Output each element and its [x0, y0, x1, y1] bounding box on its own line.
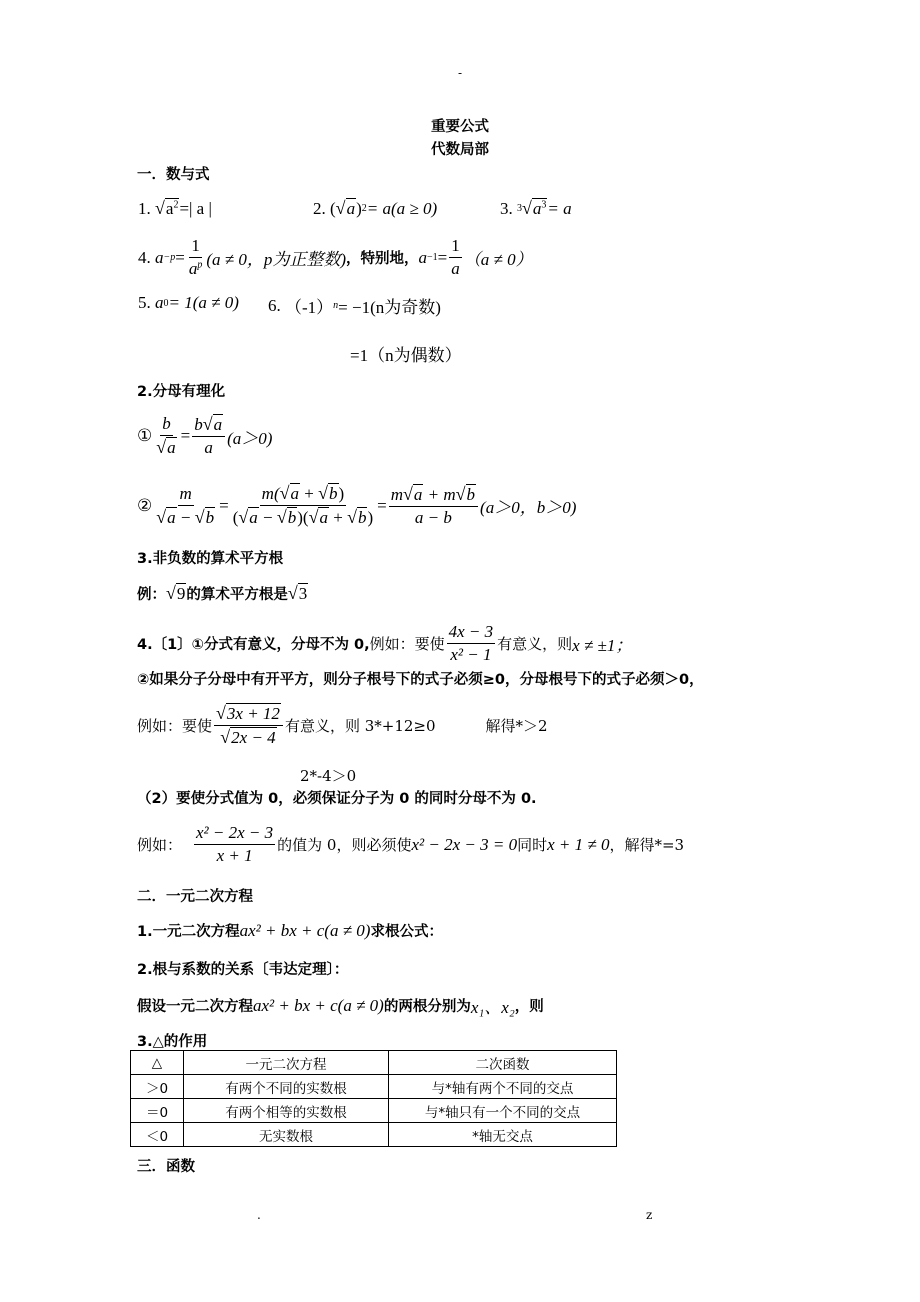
- table-cell: *轴无交点: [389, 1123, 617, 1147]
- text: 有意义，则: [497, 635, 573, 653]
- table-cell: 与*轴只有一个不同的交点: [389, 1099, 617, 1123]
- inequality: 2*-4＞0: [300, 767, 357, 785]
- table-cell: ＝0: [131, 1099, 184, 1123]
- operator: +: [328, 508, 348, 527]
- radicand: a: [532, 199, 542, 218]
- paren: ): [338, 484, 345, 503]
- text: 的值为 0，则必须使: [277, 836, 412, 854]
- vieta-heading: 2.根与系数的关系〔韦达定理〕：: [137, 962, 349, 978]
- table-row: [131, 1099, 617, 1123]
- rhs: = a(a ≥ 0): [366, 198, 438, 218]
- math: x₁、x₂: [470, 998, 515, 1017]
- fraction: m √ a − √ b: [156, 483, 215, 527]
- equals: =: [180, 426, 191, 445]
- numerator: 4x − 3: [447, 622, 496, 644]
- section-heading: 3.非负数的算术平方根: [137, 551, 284, 567]
- table-row: [131, 1123, 617, 1147]
- math: ax² + bx + c(a ≠ 0): [253, 995, 384, 1015]
- factor: b: [194, 415, 203, 434]
- term: + m: [423, 484, 456, 504]
- text: 例如：要使: [137, 717, 213, 735]
- exponent: 3: [541, 199, 547, 211]
- table-cell: ＞0: [131, 1075, 184, 1099]
- discriminant-table: [130, 1050, 617, 1147]
- sqrt-fraction-rule: ②如果分子分母中有开平方，则分子根号下的式子必须≥0，分母根号下的式子必须＞0，: [137, 672, 704, 688]
- formula-2: [313, 198, 437, 219]
- formula-6: [268, 293, 441, 318]
- formula-4: [138, 236, 533, 279]
- formula-number: 2.: [313, 198, 326, 218]
- formula-6-even: =1（n为偶数）: [350, 346, 462, 365]
- text: 4.〔1〕①分式有意义，分母不为 0,: [137, 637, 370, 653]
- radicand: 3x + 12: [226, 704, 280, 723]
- text: 有意义，则 3*+12≥0: [284, 717, 436, 735]
- sqrt-example: 例： √ 9 的算术平方根是 √ 3: [137, 583, 308, 603]
- radicand: a: [346, 199, 356, 218]
- text: ，则: [514, 999, 544, 1015]
- exponent: n: [333, 300, 339, 311]
- fraction: [187, 236, 205, 279]
- page-subtitle: 代数局部: [431, 142, 489, 158]
- root-index: 3: [517, 203, 522, 214]
- footer-left: .: [257, 1208, 261, 1222]
- condition: (a＞0): [227, 428, 273, 448]
- radicand: 2x − 4: [231, 728, 276, 747]
- fraction: [449, 236, 462, 279]
- text: 1.一元二次方程: [137, 924, 240, 940]
- operator: −: [258, 508, 277, 527]
- text: 的算术平方根是: [186, 587, 288, 603]
- radicand: b: [357, 508, 367, 527]
- base: a: [418, 247, 427, 267]
- radicand: a: [167, 438, 176, 457]
- numerator: b: [160, 414, 173, 436]
- term: m(: [261, 484, 280, 503]
- exponent: 0: [163, 297, 169, 309]
- radicand: b: [329, 484, 338, 503]
- circled-number: ②: [137, 495, 153, 515]
- cube-root: √ $a^3$: [522, 198, 547, 218]
- text: 的两根分别为: [383, 999, 471, 1015]
- condition: (a＞0，b＞0): [480, 498, 577, 517]
- numerator: x² − 2x − 3: [194, 823, 275, 845]
- base: a: [155, 293, 164, 312]
- sqrt: √ $a^2$: [155, 198, 179, 218]
- paren: ): [356, 198, 362, 218]
- exponent: 2: [173, 199, 179, 211]
- base: （-1）: [285, 298, 334, 317]
- formula-number: 6.: [268, 295, 281, 315]
- rationalize-example-1: [137, 414, 272, 458]
- denominator: a − b: [414, 507, 452, 527]
- fraction: √ 3x + 12 √ 2x − 4: [214, 703, 283, 748]
- text: ，解得*=3: [609, 836, 685, 854]
- term: m: [390, 484, 404, 504]
- fraction: m √ a + m √ b a − b: [389, 484, 478, 528]
- table-header: 一元二次方程: [184, 1051, 389, 1075]
- formula-number: 3.: [500, 198, 513, 218]
- equals: =: [377, 495, 387, 515]
- formula-5: [138, 293, 239, 313]
- exponent: −1: [427, 252, 438, 263]
- base: a: [155, 247, 164, 267]
- table-cell: 有两个不同的实数根: [184, 1075, 389, 1099]
- denominator: a: [188, 259, 198, 278]
- note: ，特别地，: [346, 251, 419, 267]
- table-cell: 与*轴有两个不同的交点: [389, 1075, 617, 1099]
- formula-3: [500, 198, 572, 219]
- exponent: −p: [163, 252, 176, 263]
- equals: =: [437, 247, 448, 267]
- operator: −: [176, 507, 195, 527]
- equals: =: [219, 495, 229, 515]
- discriminant-heading: 3.△的作用: [137, 1034, 208, 1050]
- denominator: a: [204, 438, 213, 457]
- paren: (: [330, 198, 336, 218]
- text: 同时: [517, 836, 548, 854]
- radicand: 3: [298, 584, 308, 603]
- paren: ): [367, 508, 374, 527]
- table-header-row: [131, 1051, 617, 1075]
- formula-number: 5.: [138, 293, 151, 312]
- circled-number: ①: [137, 426, 153, 445]
- text: 解得*＞2: [485, 717, 548, 735]
- rationalize-example-2: [137, 483, 576, 528]
- radicand: a: [213, 415, 223, 434]
- radicand: b: [287, 508, 297, 527]
- table-cell: ＜0: [131, 1123, 184, 1147]
- condition: （a ≠ 0）: [463, 250, 533, 269]
- fraction-meaning-line: [137, 622, 632, 665]
- rhs: =| a |: [179, 198, 212, 218]
- condition: (a ≠ 0，p为正整数): [206, 250, 346, 269]
- exponent: 2: [361, 203, 367, 214]
- quadratic-formula-line: [137, 920, 443, 941]
- table-row: [131, 1075, 617, 1099]
- fraction: b √ a a: [192, 414, 225, 458]
- math: x + 1 ≠ 0: [547, 834, 610, 854]
- radicand: a: [413, 484, 423, 504]
- zero-value-rule: （2）要使分式值为 0，必须保证分子为 0 的同时分母不为 0.: [137, 791, 537, 807]
- zero-value-example: [137, 823, 684, 866]
- radicand: b: [466, 484, 476, 504]
- header-mark: -: [457, 66, 463, 80]
- table-cell: 无实数根: [184, 1123, 389, 1147]
- radicand: a: [249, 508, 258, 527]
- text: 假设一元二次方程: [137, 999, 253, 1015]
- math: ax² + bx + c(a ≠ 0): [239, 920, 371, 940]
- fraction: m( √ a + √ b ) ( √ a − √ b )( √ a + √ b ): [232, 483, 374, 527]
- fraction: [194, 823, 275, 866]
- table-header: △: [131, 1051, 184, 1075]
- math: x² − 2x − 3 = 0: [411, 834, 518, 854]
- denominator: x + 1: [216, 846, 253, 865]
- example-label: 例：: [137, 587, 166, 603]
- table-header: 二次函数: [389, 1051, 617, 1075]
- sqrt-fraction-example: [137, 703, 548, 748]
- page-title: 重要公式: [431, 119, 489, 135]
- exponent: p: [197, 259, 203, 271]
- numerator: 1: [189, 236, 202, 258]
- denominator: a: [451, 259, 460, 278]
- radicand: a: [165, 199, 174, 218]
- section-heading: 2.分母有理化: [137, 384, 226, 400]
- paren: )(: [297, 508, 309, 527]
- radicand: b: [205, 507, 215, 527]
- equals: =: [175, 247, 185, 267]
- radicand: a: [319, 508, 328, 527]
- section-heading: 二．一元二次方程: [137, 889, 253, 905]
- rhs: = 1(a ≠ 0): [168, 293, 239, 312]
- rhs: = a: [547, 198, 572, 218]
- paren: (: [232, 508, 239, 527]
- numerator: 1: [449, 236, 462, 258]
- text: 求根公式：: [370, 924, 443, 940]
- text: 例如：: [137, 836, 183, 854]
- formula-number: 4.: [138, 247, 151, 267]
- radicand: a: [290, 484, 300, 503]
- radicand: a: [167, 507, 176, 527]
- formula-1: [138, 198, 212, 219]
- operator: +: [300, 484, 319, 503]
- section-heading: 一．数与式: [137, 167, 210, 183]
- radicand: 9: [176, 584, 186, 603]
- math: x ≠ ±1；: [572, 636, 633, 655]
- denominator: x² − 1: [450, 645, 492, 664]
- fraction: [447, 622, 496, 665]
- footer-right: z: [646, 1208, 653, 1222]
- text: 例如：要使: [369, 635, 445, 653]
- sqrt: √ a: [335, 198, 356, 218]
- formula-number: 1.: [138, 198, 151, 218]
- rhs: = −1(n为奇数): [338, 298, 441, 317]
- fraction: b √ a: [156, 414, 176, 457]
- section-heading: 三．函数: [137, 1159, 195, 1175]
- table-cell: 有两个相等的实数根: [184, 1099, 389, 1123]
- vieta-line: [137, 993, 544, 1018]
- numerator: m: [178, 484, 194, 506]
